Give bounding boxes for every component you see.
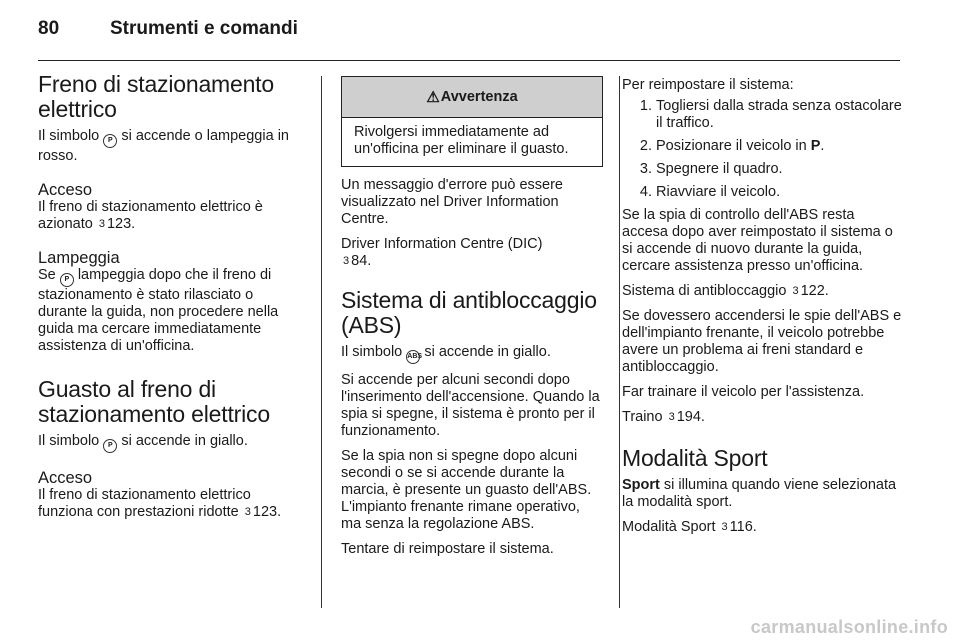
section-abs [341,288,603,558]
acceso-text: Il freno di stazionamento elettrico è azionato 3 123. [38,199,263,232]
abs-startup-text: Si accende per alcuni secondi dopo l'inserimento dell'accensione. Quando la spia si spegne, il sistema è pronto per il funzionamento. [341,372,600,439]
page-header [38,18,298,40]
subsection-title-acceso-2: Acceso [38,469,93,487]
page-ref[interactable]: 116. [729,519,757,535]
warning-title: Avvertenza [440,88,518,105]
section-sport [622,446,904,536]
brake-fault-icon: P [103,439,117,453]
section-title-guasto: Guasto al freno di stazionamento elettrico [38,376,270,427]
warning-triangle-icon: ⚠ [426,88,440,106]
lampeggia-text: Se P lampeggia dopo che il freno di stazionamento è stato rilasciato o durante la guida, non procedere nella guida ma cercare immediatamente assistenza di un'officina. [38,267,279,354]
watermark: carmanualsonline.info [750,617,948,637]
column-middle [341,76,603,566]
reference-arrow-icon: 3 [721,521,728,533]
warning-body: Rivolgersi immediatamente ad un'officina per eliminare il guasto. [354,124,569,157]
brake-lights-text: Se dovessero accendersi le spie dell'ABS e dell'impianto frenante, il veicolo potrebbe avere un problema ai freni standard e antibloccaggio. [622,308,902,375]
sport-reference: Modalità Sport 3 116. [622,519,757,535]
list-item: 1. Togliersi dalla strada senza ostacolare il traffico. [656,98,904,132]
chapter-title: Strumenti e comandi [110,18,298,39]
tow-text: Far trainare il veicolo per l'assistenza. [622,384,865,400]
subsection-title-lampeggia: Lampeggia [38,249,120,267]
list-item: 3. Spegnere il quadro. [656,161,904,178]
subsection-acceso-2 [38,469,306,521]
abs-reset-text: Tentare di reimpostare il sistema. [341,541,554,557]
warning-header [342,77,602,118]
section-title-sport: Modalità Sport [622,445,768,471]
page-ref[interactable]: 123. [106,216,136,232]
brake-warning-icon: P [60,273,74,287]
tow-reference: Traino 3 194. [622,409,705,425]
section-guasto [38,377,306,453]
abs-persist-text: Se la spia di controllo dell'ABS resta accesa dopo aver reimpostato il sistema o si accende di nuovo durante la guida, cercare assistenza presso un'officina. [622,207,893,274]
subsection-lampeggia [38,249,306,355]
warning-box [341,76,603,167]
abs-intro: Il simbolo ABS si accende in giallo. [341,344,603,364]
section-title-abs: Sistema di antibloccaggio (ABS) [341,287,597,338]
reference-arrow-icon: 3 [792,285,799,297]
column-right [622,77,904,544]
epb-intro: Il simbolo P si accende o lampeggia in rosso. [38,128,289,164]
abs-reference: Sistema di antibloccaggio 3 122. [622,283,829,299]
abs-icon: ABS [406,350,420,364]
abs-fault-text: Se la spia non si spegne dopo alcuni secondi o se si accende durante la marcia, è presente un guasto dell'ABS. L'impianto frenante rimane operativo, ma senza la regolazione ABS. [341,448,592,532]
page-ref[interactable]: 122. [800,283,829,299]
subsection-title-acceso: Acceso [38,181,93,199]
section-title-epb: Freno di stazionamento elettrico [38,71,274,122]
reference-arrow-icon: 3 [343,255,350,267]
column-divider-1 [321,76,322,608]
brake-warning-icon: P [103,134,117,148]
column-divider-2 [619,76,620,608]
sport-text: Sport si illumina quando viene selezionata la modalità sport. [622,477,897,510]
acceso-2-text: Il freno di stazionamento elettrico funziona con prestazioni ridotte 3 123. [38,487,282,520]
reset-intro: Per reimpostare il sistema: [622,77,794,93]
column-left [38,72,306,529]
dic-message-text: Un messaggio d'errore può essere visualizzato nel Driver Information Centre. [341,177,563,227]
header-rule [38,60,900,61]
reference-arrow-icon: 3 [98,218,105,230]
page-ref[interactable]: 123. [252,504,282,520]
dic-reference: Driver Information Centre (DIC) 3 84. [341,236,543,269]
guasto-intro: Il simbolo P si accende in giallo. [38,433,306,453]
list-item: 2. Posizionare il veicolo in P. [656,138,904,155]
page-ref[interactable]: 194. [676,409,705,425]
page-ref[interactable]: 84. [351,253,372,269]
page-number: 80 [38,18,60,39]
reference-arrow-icon: 3 [244,506,251,518]
list-item: 4. Riavviare il veicolo. [656,184,904,201]
subsection-acceso [38,181,306,233]
reset-steps [622,98,904,201]
reference-arrow-icon: 3 [668,411,675,423]
